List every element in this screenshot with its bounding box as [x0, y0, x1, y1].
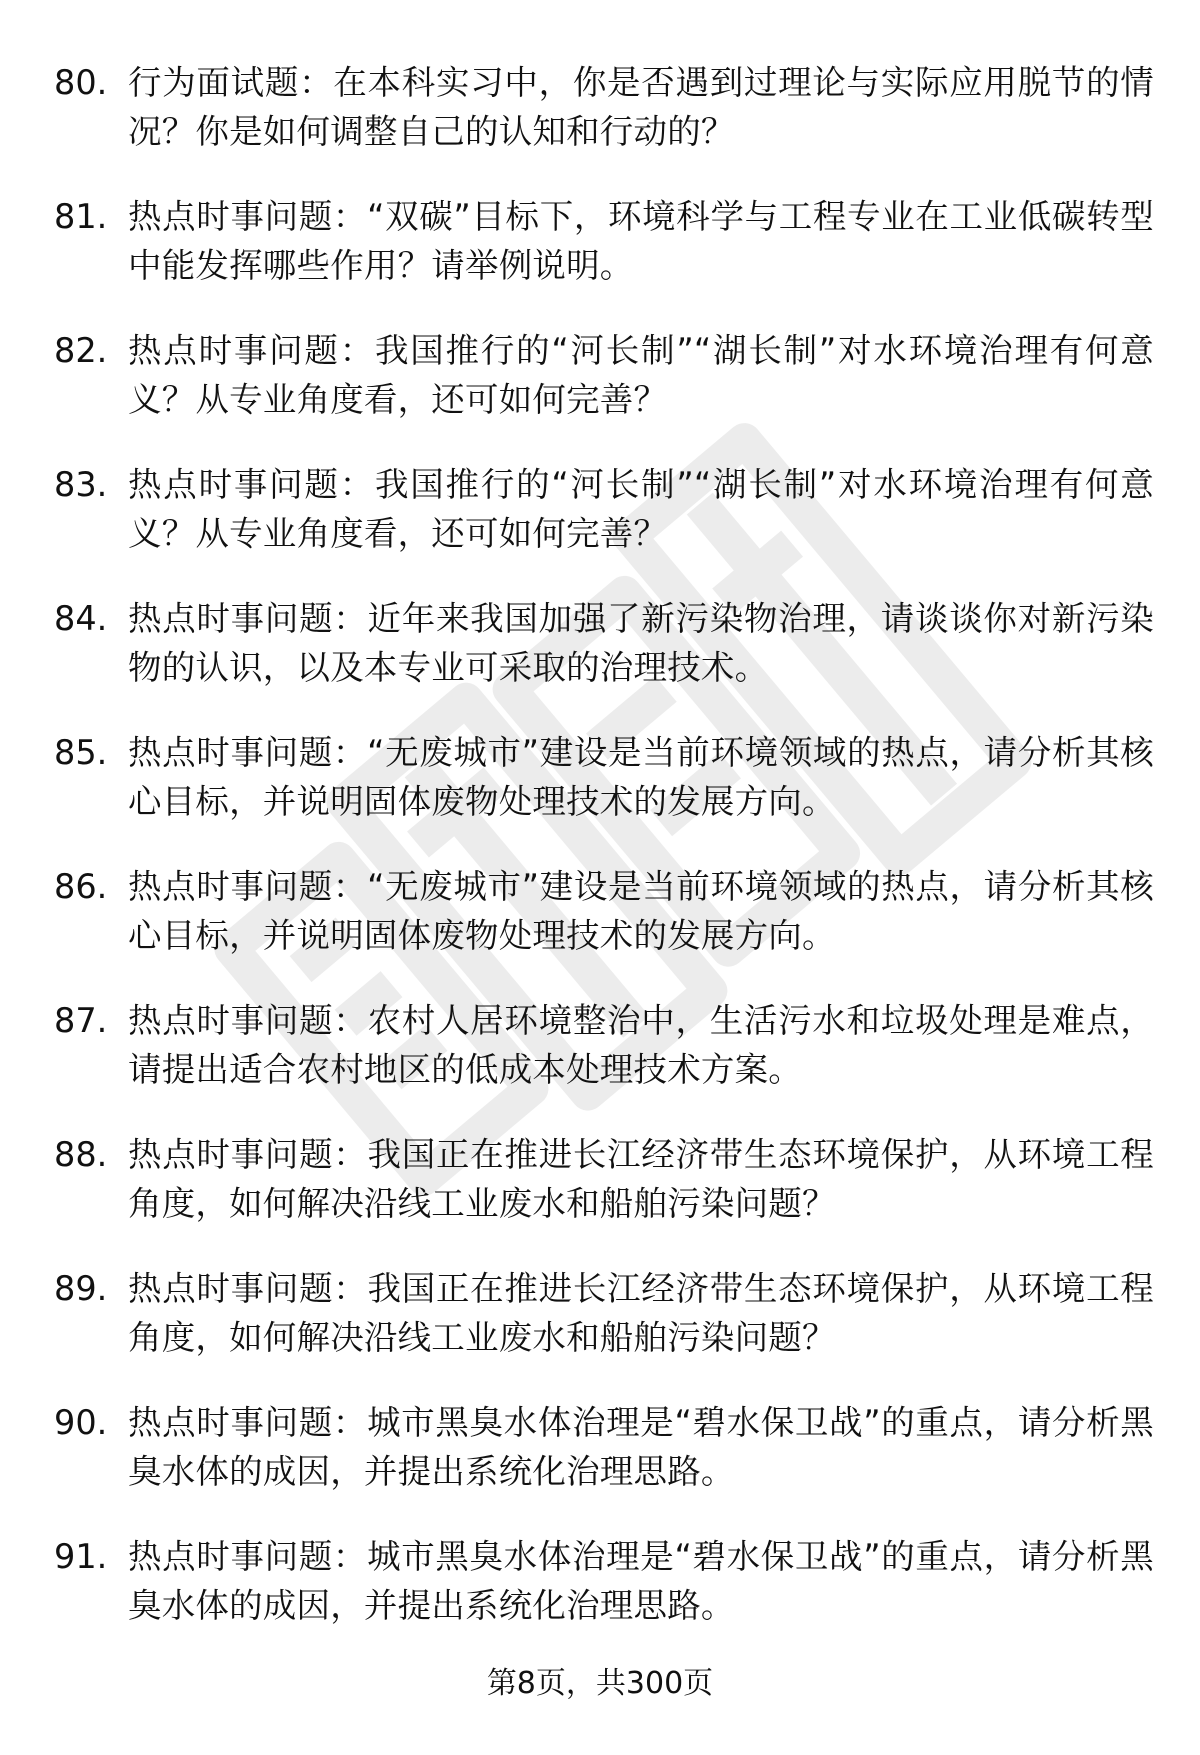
question-number: 81.	[54, 197, 108, 236]
question-text: 热点时事问题：“无废城市”建设是当前环境领域的热点，请分析其核心目标，并说明固体废物处理技术的发展方向。	[128, 733, 1154, 821]
question-text: 热点时事问题：“双碳”目标下，环境科学与工程专业在工业低碳转型中能发挥哪些作用？请举例说明。	[128, 197, 1154, 285]
question-item	[54, 1532, 1154, 1630]
question-number: 91.	[54, 1537, 108, 1576]
question-item	[54, 996, 1154, 1094]
question-number: 87.	[54, 1001, 108, 1040]
question-number: 88.	[54, 1135, 108, 1174]
page-number-footer: 第8页，共300页	[486, 1666, 714, 1701]
question-item	[54, 728, 1154, 826]
question-text: 热点时事问题：近年来我国加强了新污染物治理，请谈谈你对新污染物的认识，以及本专业可采取的治理技术。	[128, 599, 1154, 687]
question-text: 热点时事问题：城市黑臭水体治理是“碧水保卫战”的重点，请分析黑臭水体的成因，并提出系统化治理思路。	[128, 1403, 1154, 1491]
question-text: 热点时事问题：城市黑臭水体治理是“碧水保卫战”的重点，请分析黑臭水体的成因，并提出系统化治理思路。	[128, 1537, 1154, 1625]
question-text: 行为面试题：在本科实习中，你是否遇到过理论与实际应用脱节的情况？你是如何调整自己的认知和行动的？	[128, 63, 1154, 151]
question-item	[54, 1264, 1154, 1362]
question-number: 90.	[54, 1403, 108, 1442]
question-number: 89.	[54, 1269, 108, 1308]
question-text: 热点时事问题：我国推行的“河长制”“湖长制”对水环境治理有何意义？从专业角度看，还可如何完善？	[128, 331, 1154, 419]
question-text: 热点时事问题：我国正在推进长江经济带生态环境保护，从环境工程角度，如何解决沿线工业废水和船舶污染问题？	[128, 1135, 1154, 1223]
question-text: 热点时事问题：我国正在推进长江经济带生态环境保护，从环境工程角度，如何解决沿线工业废水和船舶污染问题？	[128, 1269, 1154, 1357]
question-number: 85.	[54, 733, 108, 772]
question-item	[54, 594, 1154, 692]
question-item	[54, 1130, 1154, 1228]
question-text: 热点时事问题：农村人居环境整治中，生活污水和垃圾处理是难点，请提出适合农村地区的低成本处理技术方案。	[128, 1001, 1154, 1089]
question-number: 84.	[54, 599, 108, 638]
question-list	[54, 58, 1154, 1666]
question-text: 热点时事问题：“无废城市”建设是当前环境领域的热点，请分析其核心目标，并说明固体废物处理技术的发展方向。	[128, 867, 1154, 955]
question-item	[54, 862, 1154, 960]
question-number: 83.	[54, 465, 108, 504]
question-number: 82.	[54, 331, 108, 370]
question-number: 86.	[54, 867, 108, 906]
question-item	[54, 58, 1154, 156]
question-number: 80.	[54, 63, 108, 102]
question-text: 热点时事问题：我国推行的“河长制”“湖长制”对水环境治理有何意义？从专业角度看，还可如何完善？	[128, 465, 1154, 553]
question-item	[54, 460, 1154, 558]
question-item	[54, 326, 1154, 424]
question-item	[54, 192, 1154, 290]
question-item	[54, 1398, 1154, 1496]
